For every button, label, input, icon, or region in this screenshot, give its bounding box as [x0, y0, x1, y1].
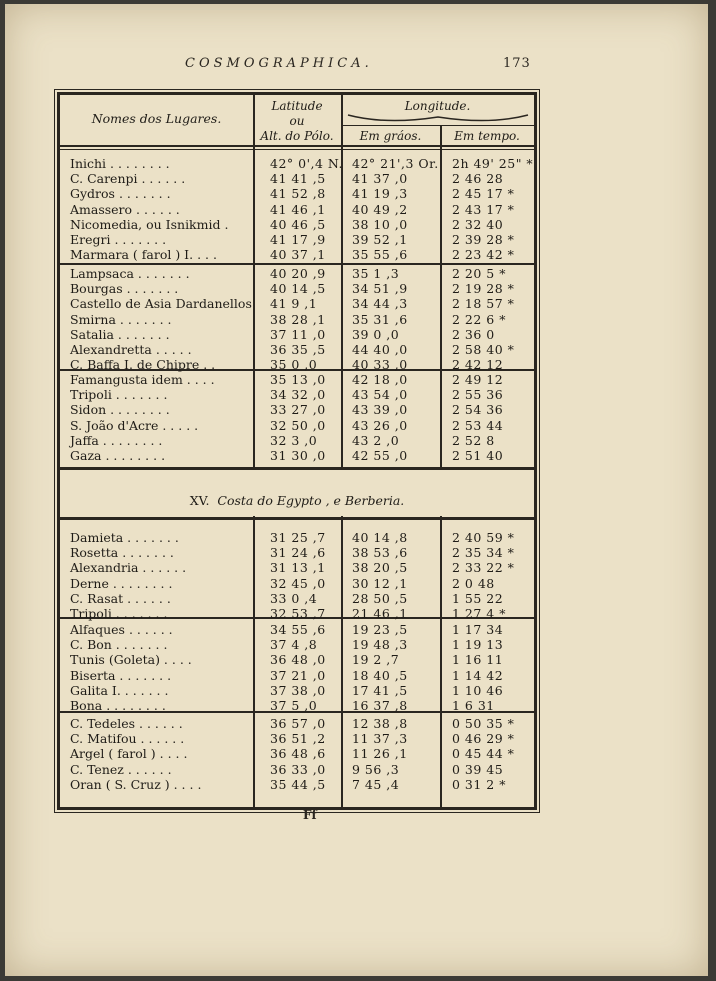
longitude-time: 2 40 59 *	[452, 530, 515, 545]
col-header-latitude-3: Alt. do Pólo.	[260, 129, 334, 143]
longitude-time: 1 10 46	[452, 682, 504, 698]
place-name: Satalia . . . . . . .	[70, 326, 170, 342]
latitude-value: 41 52 ,8	[270, 186, 326, 202]
place-name: Biserta . . . . . . .	[70, 667, 172, 683]
table-row	[60, 172, 534, 186]
latitude-value: 31 13 ,1	[270, 560, 326, 576]
longitude-time: 2 22 6 *	[452, 311, 506, 327]
table-row	[60, 388, 534, 402]
table-row	[60, 607, 534, 621]
brace-decoration	[346, 113, 530, 125]
longitude-degrees: 42° 21',3 Or.	[352, 156, 439, 171]
table-row	[60, 218, 534, 232]
longitude-degrees: 35 31 ,6	[352, 311, 408, 327]
longitude-degrees: 18 40 ,5	[352, 667, 408, 683]
longitude-degrees: 21 46 ,1	[352, 606, 408, 621]
longitude-time: 2 36 0	[452, 326, 495, 342]
longitude-degrees: 44 40 ,0	[352, 342, 408, 357]
table-row	[60, 449, 534, 463]
place-name: Alexandria . . . . . .	[70, 560, 187, 576]
col-header-degrees: Em gráos.	[359, 129, 422, 143]
table-row	[60, 328, 534, 342]
table-row	[60, 592, 534, 606]
longitude-degrees: 39 52 ,1	[352, 232, 408, 247]
longitude-degrees: 11 37 ,3	[352, 731, 408, 747]
longitude-time: 2 43 17 *	[452, 201, 515, 217]
place-name: Argel ( farol ) . . . .	[70, 746, 188, 762]
table-row	[60, 248, 534, 262]
latitude-value: 38 28 ,1	[270, 311, 326, 327]
latitude-value: 40 37 ,1	[270, 247, 326, 263]
longitude-time: 0 31 2 *	[452, 776, 506, 792]
table-row	[60, 297, 534, 311]
col-header-latitude-1: Latitude	[271, 99, 323, 113]
coordinates-table	[57, 92, 537, 810]
table-row	[60, 373, 534, 387]
latitude-value: 41 46 ,1	[270, 201, 326, 217]
longitude-time: 2 51 40	[452, 448, 504, 463]
section-heading	[60, 493, 534, 508]
longitude-degrees: 39 0 ,0	[352, 326, 400, 342]
place-name: Inichi . . . . . . . .	[70, 156, 170, 171]
latitude-value: 35 44 ,5	[270, 776, 326, 792]
longitude-time: 2 53 44	[452, 417, 504, 433]
table-row	[60, 717, 534, 731]
longitude-degrees: 30 12 ,1	[352, 575, 408, 591]
longitude-degrees: 43 26 ,0	[352, 417, 408, 433]
table-row	[60, 313, 534, 327]
latitude-value: 36 33 ,0	[270, 761, 326, 777]
group-rule	[60, 263, 534, 265]
longitude-degrees: 40 33 ,0	[352, 357, 408, 373]
table-row	[60, 267, 534, 281]
longitude-degrees: 9 56 ,3	[352, 761, 400, 777]
section-numeral: XV.	[189, 493, 210, 508]
section-title: Costa do Egypto , e Berberia.	[217, 493, 405, 508]
longitude-degrees: 7 45 ,4	[352, 776, 400, 792]
longitude-degrees: 38 20 ,5	[352, 560, 408, 576]
latitude-value: 36 35 ,5	[270, 342, 326, 357]
place-name: Nicomedia, ou Isnikmid .	[70, 216, 229, 232]
latitude-value: 36 48 ,0	[270, 652, 326, 668]
table-row	[60, 358, 534, 372]
section-rule	[60, 517, 534, 520]
latitude-value: 37 5 ,0	[270, 698, 318, 713]
longitude-degrees: 35 1 ,3	[352, 266, 400, 281]
longitude-time: 2 49 12	[452, 372, 504, 387]
longitude-time: 2 46 28	[452, 171, 504, 187]
table-row	[60, 343, 534, 357]
place-name: Amassero . . . . . .	[70, 201, 180, 217]
table-row	[60, 638, 534, 652]
latitude-value: 37 21 ,0	[270, 667, 326, 683]
latitude-value: 36 48 ,6	[270, 746, 326, 762]
latitude-value: 41 17 ,9	[270, 232, 326, 247]
longitude-degrees: 41 37 ,0	[352, 171, 408, 187]
longitude-time: 2 33 22 *	[452, 560, 515, 576]
latitude-value: 32 50 ,0	[270, 417, 326, 433]
place-name: Bona . . . . . . . .	[70, 698, 166, 713]
longitude-degrees: 43 39 ,0	[352, 402, 408, 418]
longitude-time: 2 0 48	[452, 575, 495, 591]
page-number: 173	[503, 56, 531, 71]
longitude-time: 0 50 35 *	[452, 716, 515, 731]
latitude-value: 37 4 ,8	[270, 637, 318, 653]
longitude-degrees: 34 44 ,3	[352, 296, 408, 312]
longitude-degrees: 38 53 ,6	[352, 545, 408, 561]
longitude-degrees: 38 10 ,0	[352, 216, 408, 232]
longitude-time: 0 45 44 *	[452, 746, 515, 762]
latitude-value: 33 27 ,0	[270, 402, 326, 418]
longitude-degrees: 40 14 ,8	[352, 530, 408, 545]
latitude-value: 37 11 ,0	[270, 326, 326, 342]
table-row	[60, 203, 534, 217]
longitude-time: 2 42 12	[452, 357, 504, 373]
table-row	[60, 434, 534, 448]
place-name: Derne . . . . . . . .	[70, 575, 173, 591]
latitude-value: 34 55 ,6	[270, 622, 326, 637]
place-name: C. Rasat . . . . . .	[70, 590, 171, 606]
running-title: COSMOGRAPHICA.	[185, 56, 373, 71]
table-row	[60, 699, 534, 713]
table-row	[60, 747, 534, 761]
place-name: Oran ( S. Cruz ) . . . .	[70, 776, 202, 792]
longitude-degrees: 28 50 ,5	[352, 590, 408, 606]
longitude-time: 2 19 28 *	[452, 281, 515, 297]
place-name: Sidon . . . . . . . .	[70, 402, 170, 418]
book-page	[5, 4, 708, 976]
longitude-time: 2 39 28 *	[452, 232, 515, 247]
place-name: Galita I. . . . . . .	[70, 682, 169, 698]
longitude-time: 2 55 36	[452, 387, 504, 403]
table-row	[60, 778, 534, 792]
longitude-degrees: 41 19 ,3	[352, 186, 408, 202]
header-rule	[341, 125, 534, 126]
longitude-degrees: 19 2 ,7	[352, 652, 400, 668]
longitude-time: 2 32 40	[452, 216, 504, 232]
place-name: Famangusta idem . . . .	[70, 372, 215, 387]
table-row	[60, 684, 534, 698]
col-header-time: Em tempo.	[454, 129, 520, 143]
longitude-degrees: 42 55 ,0	[352, 448, 408, 463]
latitude-value: 34 32 ,0	[270, 387, 326, 403]
table-row	[60, 157, 534, 171]
signature-mark: Ff	[303, 808, 317, 822]
place-name: Damieta . . . . . . .	[70, 530, 179, 545]
longitude-degrees: 11 26 ,1	[352, 746, 408, 762]
longitude-time: 1 6 31	[452, 698, 495, 713]
longitude-time: 2 58 40 *	[452, 342, 515, 357]
latitude-value: 41 9 ,1	[270, 296, 318, 312]
header-bottom-rule	[60, 149, 534, 150]
place-name: S. João d'Acre . . . . .	[70, 417, 199, 433]
table-row	[60, 282, 534, 296]
latitude-value: 40 46 ,5	[270, 216, 326, 232]
place-name: Jaffa . . . . . . . .	[70, 432, 163, 448]
table-row	[60, 653, 534, 667]
col-header-longitude: Longitude.	[404, 99, 471, 113]
longitude-time: 2 45 17 *	[452, 186, 515, 202]
table-row	[60, 561, 534, 575]
place-name: C. Bon . . . . . . .	[70, 637, 168, 653]
longitude-time: 0 46 29 *	[452, 731, 515, 747]
place-name: C. Tedeles . . . . . .	[70, 716, 183, 731]
latitude-value: 32 3 ,0	[270, 432, 318, 448]
place-name: Lampsaca . . . . . . .	[70, 266, 190, 281]
latitude-value: 35 0 ,0	[270, 357, 318, 373]
place-name: Tunis (Goleta) . . . .	[70, 652, 192, 668]
longitude-degrees: 40 49 ,2	[352, 201, 408, 217]
latitude-value: 40 20 ,9	[270, 266, 326, 281]
latitude-value: 42° 0',4 N.	[270, 156, 344, 171]
longitude-degrees: 34 51 ,9	[352, 281, 408, 297]
latitude-value: 31 24 ,6	[270, 545, 326, 561]
col-header-latitude-2: ou	[289, 114, 305, 128]
place-name: C. Baffa I. de Chipre . .	[70, 357, 216, 373]
table-row	[60, 623, 534, 637]
latitude-value: 32 45 ,0	[270, 575, 326, 591]
place-name: Marmara ( farol ) I. . . .	[70, 247, 217, 263]
table-row	[60, 669, 534, 683]
latitude-value: 40 14 ,5	[270, 281, 326, 297]
longitude-time: 2 54 36	[452, 402, 504, 418]
longitude-time: 2 18 57 *	[452, 296, 515, 312]
table-row	[60, 403, 534, 417]
table-row	[60, 763, 534, 777]
longitude-time: 1 55 22	[452, 590, 504, 606]
table-row	[60, 233, 534, 247]
place-name: Tripoli . . . . . . .	[70, 606, 168, 621]
longitude-time: 2 20 5 *	[452, 266, 506, 281]
longitude-degrees: 16 37 ,8	[352, 698, 408, 713]
longitude-time: 2 23 42 *	[452, 247, 515, 263]
longitude-degrees: 19 23 ,5	[352, 622, 408, 637]
place-name: Bourgas . . . . . . .	[70, 281, 179, 297]
place-name: Eregri . . . . . . .	[70, 232, 167, 247]
latitude-value: 32 53 ,7	[270, 606, 326, 621]
latitude-value: 31 30 ,0	[270, 448, 326, 463]
longitude-time: 1 16 11	[452, 652, 504, 668]
place-name: Alexandretta . . . . .	[70, 342, 192, 357]
table-row	[60, 187, 534, 201]
longitude-time: 1 19 13	[452, 637, 504, 653]
latitude-value: 36 51 ,2	[270, 731, 326, 747]
place-name: C. Matifou . . . . . .	[70, 731, 185, 747]
place-name: Rosetta . . . . . . .	[70, 545, 174, 561]
longitude-time: 2h 49' 25" *	[452, 156, 534, 171]
latitude-value: 37 38 ,0	[270, 682, 326, 698]
latitude-value: 31 25 ,7	[270, 530, 326, 545]
latitude-value: 33 0 ,4	[270, 590, 318, 606]
longitude-degrees: 42 18 ,0	[352, 372, 408, 387]
place-name: C. Tenez . . . . . .	[70, 761, 172, 777]
longitude-time: 1 14 42	[452, 667, 504, 683]
table-row	[60, 531, 534, 545]
place-name: Gaza . . . . . . . .	[70, 448, 166, 463]
place-name: C. Carenpi . . . . . .	[70, 171, 186, 187]
col-header-place: Nomes dos Lugares.	[91, 111, 222, 126]
table-row	[60, 732, 534, 746]
place-name: Smirna . . . . . . .	[70, 311, 172, 327]
longitude-time: 2 35 34 *	[452, 545, 515, 561]
table-row	[60, 546, 534, 560]
longitude-degrees: 43 54 ,0	[352, 387, 408, 403]
place-name: Tripoli . . . . . . .	[70, 387, 168, 403]
table-row	[60, 577, 534, 591]
latitude-value: 35 13 ,0	[270, 372, 326, 387]
table-row	[60, 419, 534, 433]
header-bottom-rule	[60, 145, 534, 147]
place-name: Gydros . . . . . . .	[70, 186, 171, 202]
longitude-degrees: 19 48 ,3	[352, 637, 408, 653]
latitude-value: 41 41 ,5	[270, 171, 326, 187]
longitude-degrees: 35 55 ,6	[352, 247, 408, 263]
longitude-degrees: 17 41 ,5	[352, 682, 408, 698]
place-name: Alfaques . . . . . .	[70, 622, 173, 637]
longitude-time: 0 39 45	[452, 761, 504, 777]
place-name: Castello de Asia Dardanellos	[70, 296, 252, 312]
longitude-time: 1 27 4 *	[452, 606, 506, 621]
longitude-degrees: 43 2 ,0	[352, 432, 400, 448]
longitude-time: 1 17 34	[452, 622, 504, 637]
latitude-value: 36 57 ,0	[270, 716, 326, 731]
longitude-time: 2 52 8	[452, 432, 495, 448]
longitude-degrees: 12 38 ,8	[352, 716, 408, 731]
